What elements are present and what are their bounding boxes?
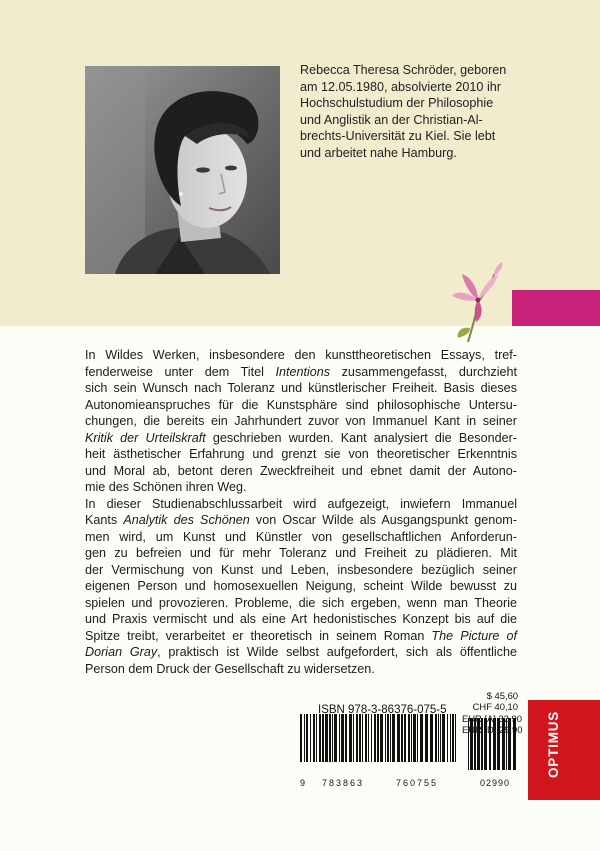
barcode-bar <box>325 714 328 762</box>
barcode-bar <box>438 714 439 762</box>
barcode-bar <box>385 714 386 762</box>
blurb-italic-title: Kritik der Urteilskraft <box>85 430 206 445</box>
blurb-fragment: Kants <box>85 513 124 527</box>
blurb-line <box>85 628 517 645</box>
barcode-bar <box>452 714 454 762</box>
barcode-bar <box>349 714 352 762</box>
orchid-illustration <box>448 262 508 344</box>
blurb-line <box>85 512 517 529</box>
barcode-digit-lead: 9 <box>300 778 306 788</box>
barcode-bar <box>374 714 376 762</box>
blurb-line: und Moral ab, betont deren Zweckfreiheit und ebnet damit der Autono- <box>85 463 517 478</box>
barcode-bar <box>362 714 363 762</box>
author-photo <box>85 66 280 274</box>
bio-line: Hochschulstudium der Philosophie <box>300 96 494 111</box>
blurb-fragment: Spitze treibt, verarbeitet er theoretisch in seinem Roman <box>85 628 432 643</box>
price-usd: $ 45,60 <box>486 690 518 701</box>
blurb-line: und Praxis vermischt und als eine Art hedonistisches Konzept bis auf die <box>85 612 517 626</box>
blurb-line: mie des Schönen ihren Weg. <box>85 480 247 494</box>
price-eur-d: EUR [D] 29,90 <box>462 723 523 735</box>
blurb-line: spielen und provozieren. Probleme, die sich ergeben, wenn man Theorie <box>85 595 517 610</box>
barcode-digits-right: 760755 <box>396 778 439 788</box>
barcode-bar <box>319 714 321 762</box>
blurb-fragment: , praktisch ist Wilde selbst aufgefordert, sich als öffentliche <box>157 645 517 659</box>
barcode-bar <box>455 714 456 762</box>
barcode-bar <box>404 714 406 762</box>
bio-line: und arbeitet nahe Hamburg. <box>300 145 457 160</box>
barcode-bar <box>380 714 383 762</box>
barcode-bar <box>345 714 347 762</box>
barcode-bar <box>425 714 428 762</box>
barcode-bar <box>430 714 433 762</box>
barcode-bar <box>313 714 315 762</box>
barcode-bar <box>322 714 324 762</box>
blurb-line: In dieser Studienabschlussarbeit wird aufgezeigt, inwiefern Immanuel <box>85 496 517 511</box>
barcode-bars <box>298 714 460 762</box>
bio-line: brechts-Universität zu Kiel. Sie lebt <box>300 129 496 144</box>
author-bio <box>300 62 515 162</box>
publisher-logo <box>528 700 600 800</box>
barcode-bar <box>353 714 354 762</box>
blurb-italic-title: Analytik des Schönen <box>123 513 250 527</box>
barcode-bar <box>387 714 389 762</box>
barcode-bar <box>442 714 445 762</box>
barcode-bar <box>371 714 372 762</box>
blurb-line <box>85 644 517 661</box>
barcode-bar <box>390 714 391 762</box>
barcode-bar <box>377 714 379 762</box>
barcode-digits-left: 783863 <box>322 778 365 788</box>
blurb-italic-title: Dorian Gray <box>85 645 158 659</box>
addon-digits: 02990 <box>480 778 511 788</box>
barcode-bar <box>447 714 448 762</box>
price-eur-a: EUR [A] 32,90 <box>462 712 522 724</box>
accent-band <box>512 290 600 326</box>
barcode-bar <box>334 714 337 762</box>
blurb-line: heit ästhetischer Erfahrung und grenzt sie von theoretischer Erkenntnis <box>85 447 517 461</box>
barcode-bar <box>339 714 340 762</box>
barcode-bar <box>359 714 361 762</box>
blurb-line: der Vermischung von Kunst und Leben, insbesondere bezüglich seiner <box>85 562 517 577</box>
barcode-bar <box>316 714 317 762</box>
blurb-text <box>85 347 517 677</box>
blurb-line: Person dem Druck der Gesellschaft zu widersetzen. <box>85 661 375 676</box>
blurb-line: sich sein Wunsch nach Toleranz und künstlerischer Freiheit. Basis dieses <box>85 381 517 395</box>
barcode-bar <box>368 714 369 762</box>
blurb-line: In Wildes Werken, insbesondere den kunsttheoretischen Essays, tref- <box>85 348 517 362</box>
barcode-bar <box>356 714 358 762</box>
barcode-bar <box>413 714 416 762</box>
barcode-bar <box>401 714 403 762</box>
blurb-line <box>85 430 517 447</box>
barcode-bar <box>450 714 451 762</box>
blurb-italic-title: Intentions <box>275 364 331 379</box>
price-list <box>462 690 523 735</box>
blurb-line: chungen, die bereits ein Jahrhundert zuvor von Immanuel Kant in seiner <box>85 414 517 428</box>
barcode-bar <box>417 714 418 762</box>
barcode-bar <box>411 714 412 762</box>
blurb-fragment: zusammengefasst, durchzieht <box>330 364 517 379</box>
publisher-name: OPTIMUS <box>546 710 561 778</box>
barcode-bar <box>397 714 400 762</box>
barcode-bar <box>306 714 308 762</box>
blurb-line: eigenen Person und homosexuellen Neigung, scheint Wilde bewusst zu <box>85 579 517 593</box>
isbn-label: ISBN 978-3-86376-075-5 <box>318 704 447 716</box>
price-chf: CHF 40,10 <box>472 701 518 713</box>
barcode-bar <box>310 714 311 762</box>
blurb-fragment: von Oscar Wilde als Ausgangspunkt genom- <box>249 513 517 527</box>
barcode-bar <box>392 714 395 762</box>
barcode-bar <box>420 714 423 762</box>
bio-line: und Anglistik an der Christian-Al- <box>300 112 483 127</box>
barcode-bar <box>408 714 410 762</box>
barcode-bar <box>329 714 331 762</box>
barcode-bar <box>300 714 302 762</box>
blurb-italic-title: The Picture of <box>431 628 517 643</box>
bio-line: Rebecca Theresa Schröder, geboren <box>300 63 507 77</box>
barcode-bar <box>435 714 437 762</box>
barcode-bar <box>341 714 344 762</box>
blurb-line <box>85 364 517 381</box>
blurb-line: men wird, um Kunst und Künstler von gesellschaftlichen Anforderun- <box>85 529 517 544</box>
barcode-bar <box>304 714 305 762</box>
blurb-line: Autonomieanspruches für die Kunstsphäre sind philosophische Untersu- <box>85 397 517 412</box>
barcode-bar <box>332 714 333 762</box>
barcode-bar <box>440 714 441 762</box>
barcode-bar <box>365 714 367 762</box>
blurb-line: gen zu befreien und für mehr Toleranz und Freiheit zu plädieren. Mit <box>85 546 517 560</box>
blurb-fragment: fenderweise unter dem Titel <box>85 364 276 379</box>
bio-line: am 12.05.1980, absolvierte 2010 ihr <box>300 79 501 94</box>
blurb-fragment: geschrieben wurden. Kant analysiert die Besonder- <box>205 430 517 445</box>
